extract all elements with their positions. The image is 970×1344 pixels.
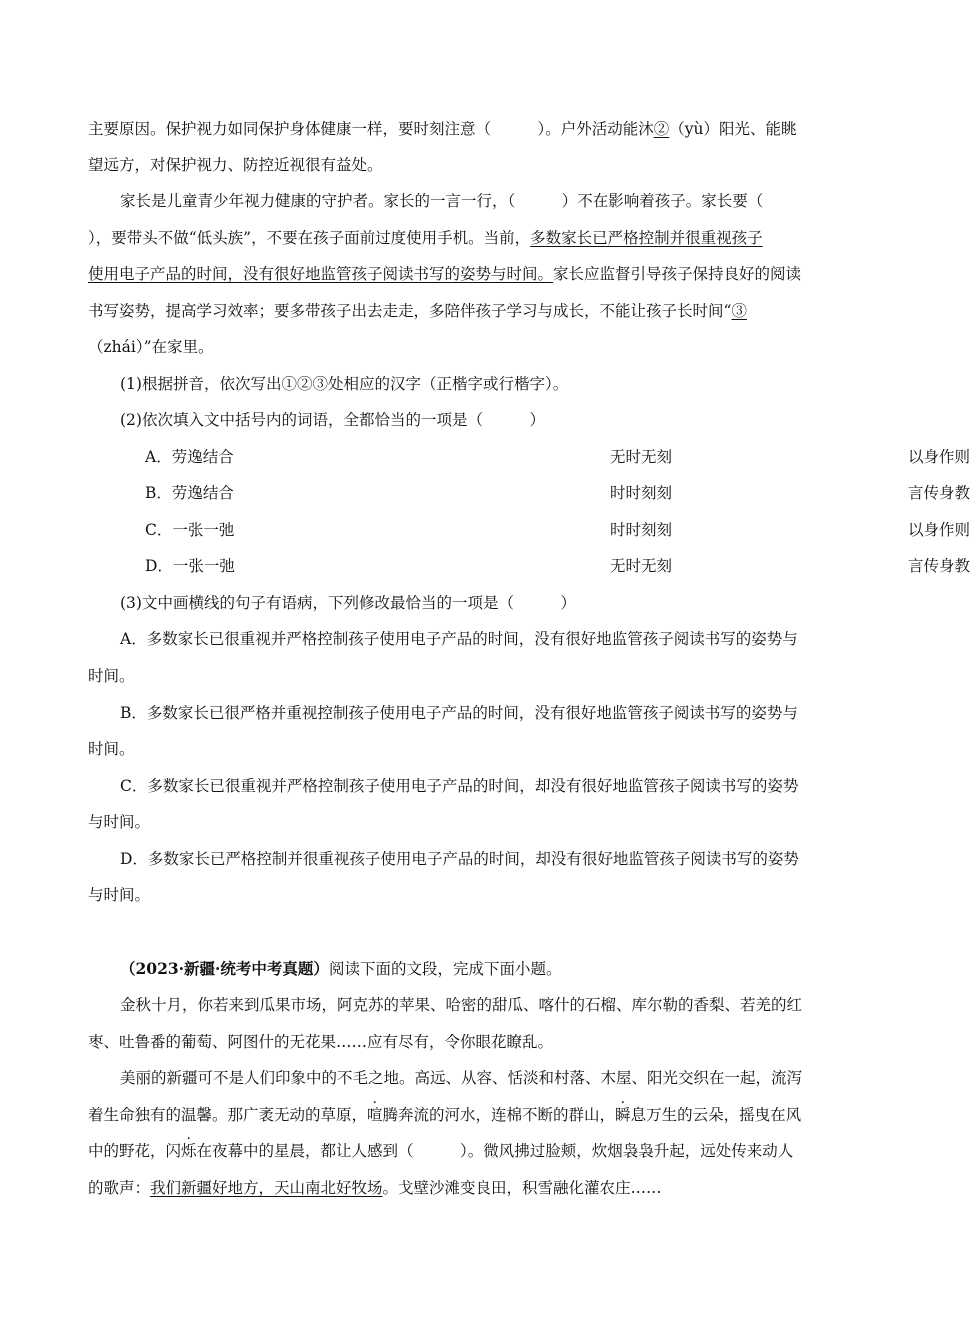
underlined-song-line: 我们新疆好地方，天山南北好牧场 (150, 1179, 383, 1197)
question-1: (1)根据拼音，依次写出①②③处相应的汉字（正楷字或行楷字）。 (120, 375, 569, 393)
q3-option-d-line2: 与时间。 (88, 886, 151, 904)
exam-source: （2023·新疆·统考中考真题） (120, 959, 329, 978)
sec2-para2-line3: 中的野花，闪烁在夜幕中的星晨，都让人感到（ ）。微风拂过脸颊，炊烟袅袅升起，远处传来动人 (88, 1142, 794, 1160)
q2-option-a: A．劳逸结合 无时无刻 以身作则 (145, 448, 970, 466)
q3-option-c-line2: 与时间。 (88, 813, 151, 831)
para2-line3: 使用电子产品的时间，没有很好地监管孩子阅读书写的姿势与时间。家长应监督引导孩子保持良好的阅读 (88, 265, 802, 283)
q3-option-a-line2: 时间。 (88, 667, 135, 685)
q3-option-a-line1: A．多数家长已很重视并严格控制孩子使用电子产品的时间，没有很好地监管孩子阅读书写的姿势与 (120, 630, 798, 648)
sec2-para2-line1: 美丽的新疆可不是人们印象中的不毛之地。高远、从容、恬淡和村落、木屋、阳光交织在一起，流泻 (120, 1069, 803, 1087)
dotted-char-3: 烁 (181, 1142, 197, 1160)
sec2-para1-line2: 枣、吐鲁番的葡萄、阿图什的无花果……应有尽有，令你眼花瞭乱。 (88, 1033, 554, 1051)
question-3: (3)文中画横线的句子有语病，下列修改最恰当的一项是（ ） (120, 594, 576, 612)
underlined-sentence-cont: 使用电子产品的时间，没有很好地监管孩子阅读书写的姿势与时间。 (88, 265, 554, 283)
dotted-char-1: 喧 (367, 1106, 383, 1124)
para2-line4: 书写姿势，提高学习效率；要多带孩子出去走走，多陪伴孩子学习与成长，不能让孩子长时间“③ (88, 302, 747, 320)
underlined-sentence: 多数家长已严格控制并很重视孩子 (530, 229, 763, 247)
q3-option-d-line1: D．多数家长已严格控制并很重视孩子使用电子产品的时间，却没有很好地监管孩子阅读书写的姿势 (120, 850, 799, 868)
para1-line2: 望远方，对保护视力、防控近视很有益处。 (88, 156, 383, 174)
q3-option-b-line1: B．多数家长已很严格并重视控制孩子使用电子产品的时间，没有很好地监管孩子阅读书写的姿势与 (120, 704, 798, 722)
sec2-para2-line4: 的歌声：我们新疆好地方，天山南北好牧场。戈壁沙滩变良田，积雪融化灌农庄…… (88, 1179, 662, 1197)
q2-option-b: B．劳逸结合 时时刻刻 言传身教 (145, 484, 970, 502)
para1-line1: 主要原因。保护视力如同保护身体健康一样，要时刻注意（ ）。户外活动能沐②（yù）阳光、能眺 (88, 120, 797, 138)
para2-line2: ），要带头不做“低头族”，不要在孩子面前过度使用手机。当前，多数家长已严格控制并很重视孩子 (88, 229, 763, 247)
blank-marker-3: ③ (731, 302, 747, 320)
q2-option-c: C．一张一弛 时时刻刻 以身作则 (145, 521, 970, 539)
sec2-para2-line2: 着生命独有的温馨。那广袤无动的草原，喧腾奔流的河水，连棉不断的群山，瞬息万生的云朵，摇曳在风 (88, 1106, 802, 1124)
q3-option-c-line1: C．多数家长已很重视并严格控制孩子使用电子产品的时间，却没有很好地监管孩子阅读书写的姿势 (120, 777, 799, 795)
q3-option-b-line2: 时间。 (88, 740, 135, 758)
dotted-char-2: 瞬 (615, 1106, 631, 1124)
q2-option-d: D．一张一弛 无时无刻 言传身教 (145, 557, 970, 575)
para2-line5: （zhái）”在家里。 (88, 338, 214, 356)
question-2: (2)依次填入文中括号内的词语，全都恰当的一项是（ ） (120, 411, 545, 429)
blank-marker-2: ② (653, 120, 670, 138)
sec2-para1-line1: 金秋十月，你若来到瓜果市场，阿克苏的苹果、哈密的甜瓜、喀什的石榴、库尔勒的香梨、若羌的红 (120, 996, 803, 1014)
section2-header: （2023·新疆·统考中考真题）阅读下面的文段，完成下面小题。 (120, 959, 562, 978)
para2-line1: 家长是儿童青少年视力健康的守护者。家长的一言一行，（ ）不在影响着孩子。家长要（ (120, 192, 764, 210)
